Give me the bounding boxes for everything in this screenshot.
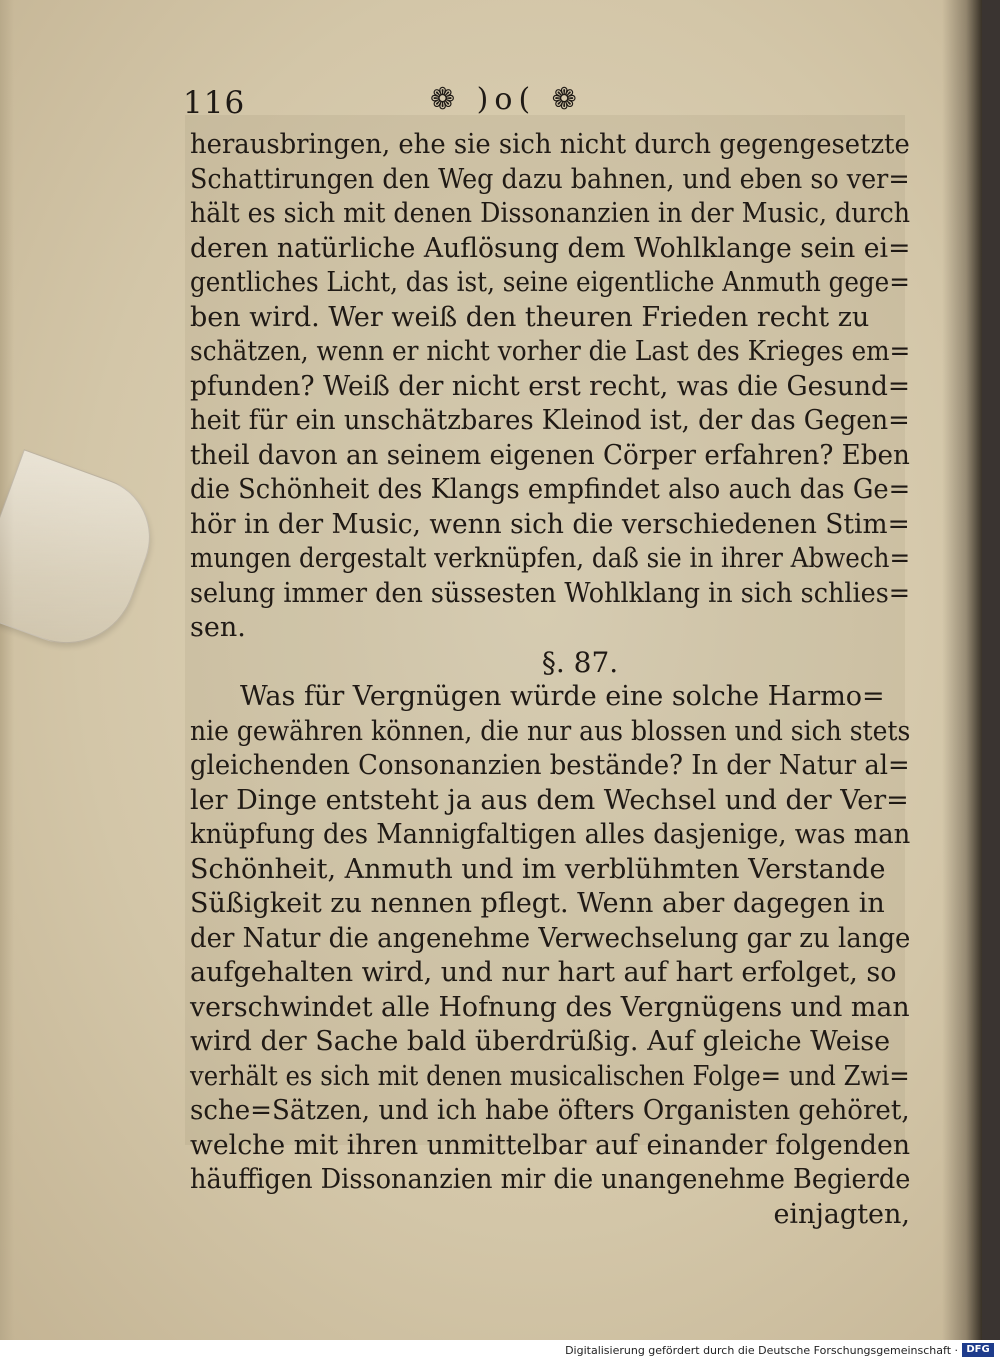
text-line: heit für ein unschätzbares Kleinod ist, der das Gegen=	[190, 405, 910, 436]
text-line: Schattirungen den Weg dazu bahnen, und eben so ver=	[190, 163, 910, 195]
text-line: häuffigen Dissonanzien mir die unangenehme Begierde	[190, 1164, 911, 1195]
text-line: die Schönheit des Klangs empfindet also auch das Ge=	[190, 474, 911, 505]
text-line: hör in der Music, wenn sich die verschiedenen Stim=	[190, 508, 910, 540]
text-line: knüpfung des Mannigfaltigen alles dasjenige, was man	[190, 819, 911, 850]
section-heading: §. 87.	[541, 645, 619, 679]
text-line: herausbringen, ehe sie sich nicht durch gegengesetzte	[190, 129, 910, 160]
page-edge-shadow	[0, 0, 14, 1340]
text-line: ben wird. Wer weiß den theuren Frieden recht zu	[190, 301, 870, 333]
text-line: pfunden? Weiß der nicht erst recht, was die Gesund=	[190, 370, 911, 402]
text-line: der Natur die angenehme Verwechselung gar zu lange	[190, 922, 911, 954]
text-line: gentliches Licht, das ist, seine eigentliche Anmuth gege=	[190, 267, 910, 298]
text-line: schätzen, wenn er nicht vorher die Last des Krieges em=	[190, 336, 911, 367]
plastic-page-clip	[0, 449, 167, 663]
text-line: sen.	[190, 612, 246, 643]
spine-shadow	[942, 0, 982, 1340]
text-line: selung immer den süssesten Wohlklang in sich schlies=	[190, 577, 911, 609]
catchword: einjagten,	[773, 1198, 910, 1230]
text-line: gleichenden Consonanzien bestände? In der Natur al=	[190, 750, 910, 781]
footer-credit: Digitalisierung gefördert durch die Deutsche Forschungsgemeinschaft ·	[565, 1344, 958, 1357]
text-line: ler Dinge entsteht ja aus dem Wechsel und der Ver=	[190, 784, 909, 816]
dfg-logo: DFG	[962, 1343, 994, 1357]
text-line: Was für Vergnügen würde eine solche Harmo=	[240, 681, 885, 712]
text-line: theil davon an seinem eigenen Cörper erfahren? Eben	[190, 439, 910, 471]
text-line: hält es sich mit denen Dissonanzien in der Music, durch	[190, 198, 911, 229]
text-line: sche=Sätzen, und ich habe öfters Organisten gehöret,	[190, 1095, 910, 1126]
text-line: wird der Sache bald überdrüßig. Auf gleiche Weise	[190, 1026, 891, 1057]
text-line: verhält es sich mit denen musicalischen Folge= und Zwi=	[190, 1060, 910, 1092]
header-ornament: ❁ )o( ❁	[430, 82, 583, 117]
text-line: welche mit ihren unmittelbar auf einander folgenden	[190, 1129, 911, 1161]
text-line: deren natürliche Auflösung dem Wohlklange sein ei=	[190, 232, 911, 264]
text-line: verschwindet alle Hofnung des Vergnügens und man	[190, 991, 910, 1023]
footer-bar	[0, 1340, 1000, 1360]
text-line: mungen dergestalt verknüpfen, daß sie in ihrer Abwech=	[190, 543, 911, 574]
page-number: 116	[183, 85, 246, 121]
text-line: Süßigkeit zu nennen pflegt. Wenn aber dagegen in	[190, 888, 885, 919]
text-line: aufgehalten wird, und nur hart auf hart erfolget, so	[190, 957, 897, 988]
text-line: nie gewähren können, die nur aus blossen und sich stets	[190, 715, 911, 747]
text-line: Schönheit, Anmuth und im verblühmten Verstande	[190, 853, 886, 885]
page-body	[190, 128, 910, 1232]
